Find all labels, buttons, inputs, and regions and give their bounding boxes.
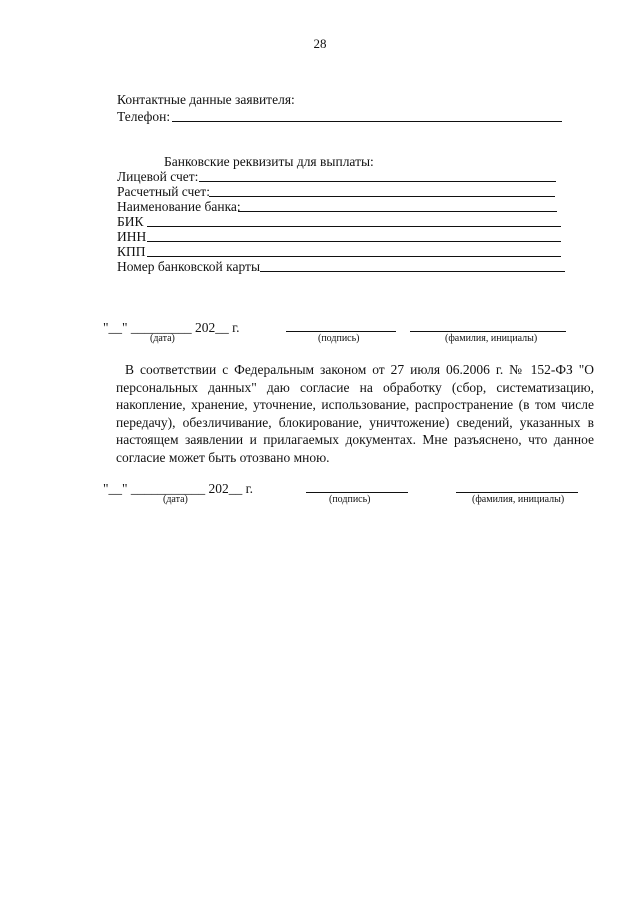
field-label-settlement-account: Расчетный счет:	[117, 184, 210, 199]
date-caption-1: (дата)	[150, 333, 175, 344]
field-label-account: Лицевой счет:	[117, 169, 199, 184]
account-field-line[interactable]	[199, 181, 556, 182]
signature-caption-1: (подпись)	[318, 333, 360, 344]
card-number-field-line[interactable]	[260, 271, 565, 272]
date-caption-2: (дата)	[163, 494, 188, 505]
name-line-1[interactable]	[410, 331, 566, 332]
consent-paragraph: В соответствии с Федеральным законом от 27 июля 06.2006 г. № 152-ФЗ "О персональных данных" даю согласие на обработку (сбор, систематизацию, накопление, хранение, уточнение, использование, распространение (в том числе передачу), обезличивание, блокирование, уничтожение) сведений, указанных в настоящем заявлении и прилагаемых документах. Мне разъяснено, что данное согласие может быть отозвано мною.	[116, 362, 594, 465]
field-label-card-number: Номер банковской карты	[117, 259, 261, 274]
field-label-inn: ИНН	[117, 229, 147, 244]
bik-field-line[interactable]	[147, 226, 561, 227]
bank-heading: Банковские реквизиты для выплаты:	[164, 154, 374, 169]
phone-field-line[interactable]	[172, 121, 562, 122]
date-blank-2: "__" ___________ 202__ г.	[103, 481, 254, 496]
settlement-account-field-line[interactable]	[209, 196, 555, 197]
signature-line-2[interactable]	[306, 492, 408, 493]
date-blank-1: "__" _________ 202__ г.	[103, 320, 240, 335]
name-caption-1: (фамилия, инициалы)	[445, 333, 538, 344]
signature-line-1[interactable]	[286, 331, 396, 332]
name-caption-2: (фамилия, инициалы)	[472, 494, 565, 505]
name-line-2[interactable]	[456, 492, 578, 493]
field-label-bik: БИК	[117, 214, 144, 229]
kpp-field-line[interactable]	[147, 256, 561, 257]
inn-field-line[interactable]	[147, 241, 561, 242]
bank-name-field-line[interactable]	[238, 211, 557, 212]
page-number: 28	[313, 36, 327, 51]
signature-caption-2: (подпись)	[329, 494, 371, 505]
field-label-bank-name: Наименование банка:	[117, 199, 241, 214]
contacts-heading: Контактные данные заявителя:	[117, 92, 295, 107]
field-label-kpp: КПП	[117, 244, 146, 259]
phone-label: Телефон:	[117, 109, 171, 124]
